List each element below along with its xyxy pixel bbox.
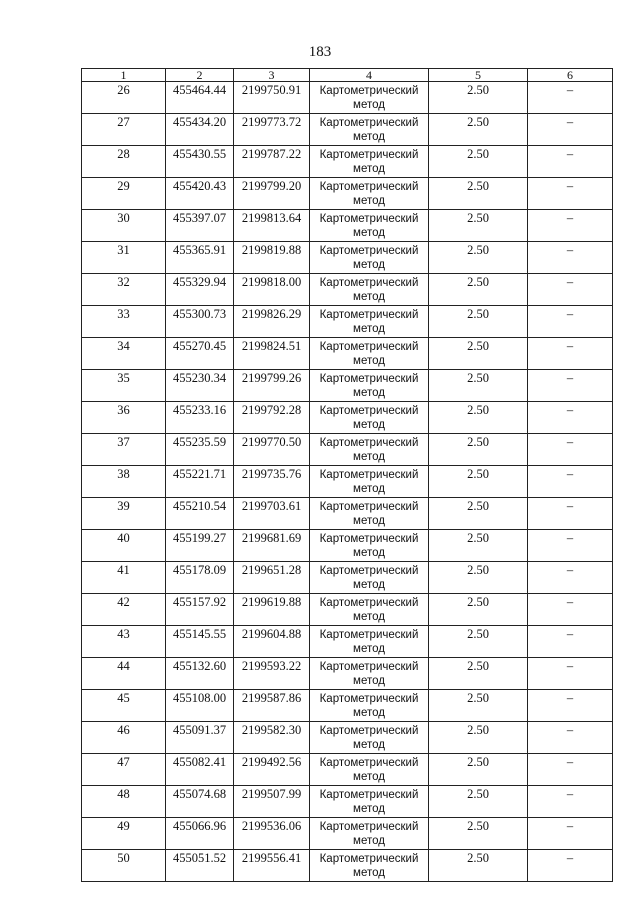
x-coordinate-cell: 455434.20	[166, 114, 234, 146]
method-line-2: метод	[353, 227, 385, 239]
x-coordinate-cell: 455091.37	[166, 722, 234, 754]
table-row	[82, 562, 613, 594]
method-cell	[310, 210, 429, 242]
method-line-2: метод	[353, 355, 385, 367]
method-line-2: метод	[353, 803, 385, 815]
method-line-1: Картометрический	[319, 501, 419, 513]
y-coordinate-cell: 2199536.06	[234, 818, 310, 850]
method-line-1: Картометрический	[319, 789, 419, 801]
point-number-cell: 46	[82, 722, 166, 754]
x-coordinate-cell: 455235.59	[166, 434, 234, 466]
note-cell: –	[528, 370, 613, 402]
method-line-2: метод	[353, 643, 385, 655]
y-coordinate-cell: 2199619.88	[234, 594, 310, 626]
accuracy-cell: 2.50	[429, 210, 528, 242]
method-line-1: Картометрический	[319, 341, 419, 353]
note-cell: –	[528, 786, 613, 818]
x-coordinate-cell: 455233.16	[166, 402, 234, 434]
table-row	[82, 690, 613, 722]
method-line-2: метод	[353, 771, 385, 783]
method-cell	[310, 754, 429, 786]
method-line-2: метод	[353, 739, 385, 751]
x-coordinate-cell: 455051.52	[166, 850, 234, 882]
method-line-1: Картометрический	[319, 597, 419, 609]
accuracy-cell: 2.50	[429, 498, 528, 530]
accuracy-cell: 2.50	[429, 658, 528, 690]
y-coordinate-cell: 2199770.50	[234, 434, 310, 466]
method-line-1: Картометрический	[319, 693, 419, 705]
y-coordinate-cell: 2199818.00	[234, 274, 310, 306]
method-line-1: Картометрический	[319, 725, 419, 737]
x-coordinate-cell: 455464.44	[166, 82, 234, 114]
y-coordinate-cell: 2199651.28	[234, 562, 310, 594]
note-cell: –	[528, 754, 613, 786]
column-header: 3	[234, 69, 310, 82]
table-row	[82, 722, 613, 754]
column-header: 5	[429, 69, 528, 82]
y-coordinate-cell: 2199556.41	[234, 850, 310, 882]
x-coordinate-cell: 455199.27	[166, 530, 234, 562]
method-line-2: метод	[353, 579, 385, 591]
note-cell: –	[528, 242, 613, 274]
note-cell: –	[528, 338, 613, 370]
point-number-cell: 32	[82, 274, 166, 306]
accuracy-cell: 2.50	[429, 306, 528, 338]
point-number-cell: 29	[82, 178, 166, 210]
method-line-1: Картометрический	[319, 853, 419, 865]
accuracy-cell: 2.50	[429, 626, 528, 658]
y-coordinate-cell: 2199492.56	[234, 754, 310, 786]
method-line-2: метод	[353, 99, 385, 111]
accuracy-cell: 2.50	[429, 594, 528, 626]
method-cell	[310, 338, 429, 370]
table-row	[82, 466, 613, 498]
note-cell: –	[528, 114, 613, 146]
accuracy-cell: 2.50	[429, 690, 528, 722]
note-cell: –	[528, 402, 613, 434]
note-cell: –	[528, 818, 613, 850]
method-line-1: Картометрический	[319, 309, 419, 321]
y-coordinate-cell: 2199681.69	[234, 530, 310, 562]
point-number-cell: 39	[82, 498, 166, 530]
method-line-1: Картометрический	[319, 85, 419, 97]
point-number-cell: 50	[82, 850, 166, 882]
table-row	[82, 114, 613, 146]
method-line-1: Картометрический	[319, 437, 419, 449]
table-row	[82, 850, 613, 882]
accuracy-cell: 2.50	[429, 114, 528, 146]
method-line-2: метод	[353, 387, 385, 399]
x-coordinate-cell: 455074.68	[166, 786, 234, 818]
table-row	[82, 242, 613, 274]
point-number-cell: 47	[82, 754, 166, 786]
method-line-2: метод	[353, 515, 385, 527]
x-coordinate-cell: 455221.71	[166, 466, 234, 498]
note-cell: –	[528, 722, 613, 754]
method-line-1: Картометрический	[319, 757, 419, 769]
point-number-cell: 41	[82, 562, 166, 594]
table-row	[82, 370, 613, 402]
x-coordinate-cell: 455082.41	[166, 754, 234, 786]
method-line-1: Картометрический	[319, 629, 419, 641]
note-cell: –	[528, 466, 613, 498]
x-coordinate-cell: 455365.91	[166, 242, 234, 274]
method-line-1: Картометрический	[319, 533, 419, 545]
note-cell: –	[528, 210, 613, 242]
note-cell: –	[528, 850, 613, 882]
coordinates-table	[81, 68, 613, 882]
point-number-cell: 27	[82, 114, 166, 146]
point-number-cell: 40	[82, 530, 166, 562]
method-cell	[310, 82, 429, 114]
note-cell: –	[528, 626, 613, 658]
method-cell	[310, 306, 429, 338]
method-line-2: метод	[353, 483, 385, 495]
accuracy-cell: 2.50	[429, 274, 528, 306]
method-line-2: метод	[353, 419, 385, 431]
point-number-cell: 44	[82, 658, 166, 690]
method-line-2: метод	[353, 707, 385, 719]
accuracy-cell: 2.50	[429, 562, 528, 594]
point-number-cell: 26	[82, 82, 166, 114]
point-number-cell: 28	[82, 146, 166, 178]
table-row	[82, 210, 613, 242]
accuracy-cell: 2.50	[429, 754, 528, 786]
x-coordinate-cell: 455270.45	[166, 338, 234, 370]
method-cell	[310, 786, 429, 818]
accuracy-cell: 2.50	[429, 466, 528, 498]
point-number-cell: 42	[82, 594, 166, 626]
method-cell	[310, 178, 429, 210]
method-cell	[310, 658, 429, 690]
y-coordinate-cell: 2199787.22	[234, 146, 310, 178]
method-cell	[310, 722, 429, 754]
method-line-2: метод	[353, 675, 385, 687]
table-row	[82, 178, 613, 210]
method-line-1: Картометрический	[319, 245, 419, 257]
method-line-2: метод	[353, 867, 385, 879]
table-row	[82, 594, 613, 626]
x-coordinate-cell: 455210.54	[166, 498, 234, 530]
table-header-row	[82, 69, 613, 82]
table-row	[82, 402, 613, 434]
table-row	[82, 82, 613, 114]
method-line-2: метод	[353, 131, 385, 143]
table-row	[82, 786, 613, 818]
method-cell	[310, 274, 429, 306]
method-cell	[310, 594, 429, 626]
y-coordinate-cell: 2199824.51	[234, 338, 310, 370]
table-row	[82, 338, 613, 370]
x-coordinate-cell: 455329.94	[166, 274, 234, 306]
point-number-cell: 45	[82, 690, 166, 722]
accuracy-cell: 2.50	[429, 786, 528, 818]
method-line-1: Картометрический	[319, 181, 419, 193]
column-header: 1	[82, 69, 166, 82]
y-coordinate-cell: 2199773.72	[234, 114, 310, 146]
method-line-1: Картометрический	[319, 277, 419, 289]
point-number-cell: 43	[82, 626, 166, 658]
method-cell	[310, 690, 429, 722]
method-line-2: метод	[353, 195, 385, 207]
point-number-cell: 31	[82, 242, 166, 274]
accuracy-cell: 2.50	[429, 434, 528, 466]
y-coordinate-cell: 2199604.88	[234, 626, 310, 658]
note-cell: –	[528, 690, 613, 722]
method-cell	[310, 114, 429, 146]
y-coordinate-cell: 2199799.20	[234, 178, 310, 210]
method-line-1: Картометрический	[319, 149, 419, 161]
note-cell: –	[528, 306, 613, 338]
accuracy-cell: 2.50	[429, 402, 528, 434]
x-coordinate-cell: 455397.07	[166, 210, 234, 242]
accuracy-cell: 2.50	[429, 530, 528, 562]
table-row	[82, 146, 613, 178]
x-coordinate-cell: 455178.09	[166, 562, 234, 594]
note-cell: –	[528, 498, 613, 530]
accuracy-cell: 2.50	[429, 242, 528, 274]
method-cell	[310, 818, 429, 850]
method-cell	[310, 850, 429, 882]
point-number-cell: 48	[82, 786, 166, 818]
method-cell	[310, 242, 429, 274]
method-cell	[310, 530, 429, 562]
method-cell	[310, 434, 429, 466]
table-row	[82, 274, 613, 306]
table-row	[82, 626, 613, 658]
table-row	[82, 498, 613, 530]
method-line-2: метод	[353, 451, 385, 463]
note-cell: –	[528, 82, 613, 114]
point-number-cell: 30	[82, 210, 166, 242]
page-number: 183	[308, 44, 332, 60]
x-coordinate-cell: 455430.55	[166, 146, 234, 178]
method-cell	[310, 498, 429, 530]
table-row	[82, 818, 613, 850]
method-cell	[310, 626, 429, 658]
method-line-2: метод	[353, 163, 385, 175]
note-cell: –	[528, 530, 613, 562]
y-coordinate-cell: 2199750.91	[234, 82, 310, 114]
method-line-1: Картометрический	[319, 565, 419, 577]
x-coordinate-cell: 455230.34	[166, 370, 234, 402]
accuracy-cell: 2.50	[429, 818, 528, 850]
accuracy-cell: 2.50	[429, 850, 528, 882]
method-line-1: Картометрический	[319, 117, 419, 129]
method-line-2: метод	[353, 835, 385, 847]
point-number-cell: 35	[82, 370, 166, 402]
y-coordinate-cell: 2199799.26	[234, 370, 310, 402]
x-coordinate-cell: 455420.43	[166, 178, 234, 210]
point-number-cell: 38	[82, 466, 166, 498]
accuracy-cell: 2.50	[429, 82, 528, 114]
table-row	[82, 754, 613, 786]
method-line-1: Картометрический	[319, 405, 419, 417]
note-cell: –	[528, 178, 613, 210]
x-coordinate-cell: 455066.96	[166, 818, 234, 850]
method-cell	[310, 466, 429, 498]
method-line-1: Картометрический	[319, 821, 419, 833]
accuracy-cell: 2.50	[429, 370, 528, 402]
table-row	[82, 658, 613, 690]
y-coordinate-cell: 2199792.28	[234, 402, 310, 434]
x-coordinate-cell: 455157.92	[166, 594, 234, 626]
method-line-1: Картометрический	[319, 373, 419, 385]
y-coordinate-cell: 2199826.29	[234, 306, 310, 338]
method-line-1: Картометрический	[319, 213, 419, 225]
y-coordinate-cell: 2199703.61	[234, 498, 310, 530]
accuracy-cell: 2.50	[429, 178, 528, 210]
y-coordinate-cell: 2199735.76	[234, 466, 310, 498]
point-number-cell: 37	[82, 434, 166, 466]
note-cell: –	[528, 658, 613, 690]
x-coordinate-cell: 455300.73	[166, 306, 234, 338]
method-line-1: Картометрический	[319, 469, 419, 481]
column-header: 6	[528, 69, 613, 82]
note-cell: –	[528, 562, 613, 594]
point-number-cell: 49	[82, 818, 166, 850]
method-cell	[310, 146, 429, 178]
method-line-2: метод	[353, 323, 385, 335]
table-row	[82, 530, 613, 562]
column-header: 4	[310, 69, 429, 82]
method-cell	[310, 402, 429, 434]
method-line-2: метод	[353, 291, 385, 303]
point-number-cell: 36	[82, 402, 166, 434]
note-cell: –	[528, 594, 613, 626]
method-line-2: метод	[353, 547, 385, 559]
note-cell: –	[528, 274, 613, 306]
note-cell: –	[528, 146, 613, 178]
method-line-2: метод	[353, 259, 385, 271]
y-coordinate-cell: 2199582.30	[234, 722, 310, 754]
y-coordinate-cell: 2199813.64	[234, 210, 310, 242]
y-coordinate-cell: 2199593.22	[234, 658, 310, 690]
accuracy-cell: 2.50	[429, 722, 528, 754]
method-line-1: Картометрический	[319, 661, 419, 673]
y-coordinate-cell: 2199819.88	[234, 242, 310, 274]
note-cell: –	[528, 434, 613, 466]
table-row	[82, 306, 613, 338]
x-coordinate-cell: 455145.55	[166, 626, 234, 658]
x-coordinate-cell: 455132.60	[166, 658, 234, 690]
accuracy-cell: 2.50	[429, 146, 528, 178]
point-number-cell: 33	[82, 306, 166, 338]
table-row	[82, 434, 613, 466]
method-cell	[310, 562, 429, 594]
accuracy-cell: 2.50	[429, 338, 528, 370]
column-header: 2	[166, 69, 234, 82]
y-coordinate-cell: 2199587.86	[234, 690, 310, 722]
method-line-2: метод	[353, 611, 385, 623]
point-number-cell: 34	[82, 338, 166, 370]
method-cell	[310, 370, 429, 402]
x-coordinate-cell: 455108.00	[166, 690, 234, 722]
y-coordinate-cell: 2199507.99	[234, 786, 310, 818]
